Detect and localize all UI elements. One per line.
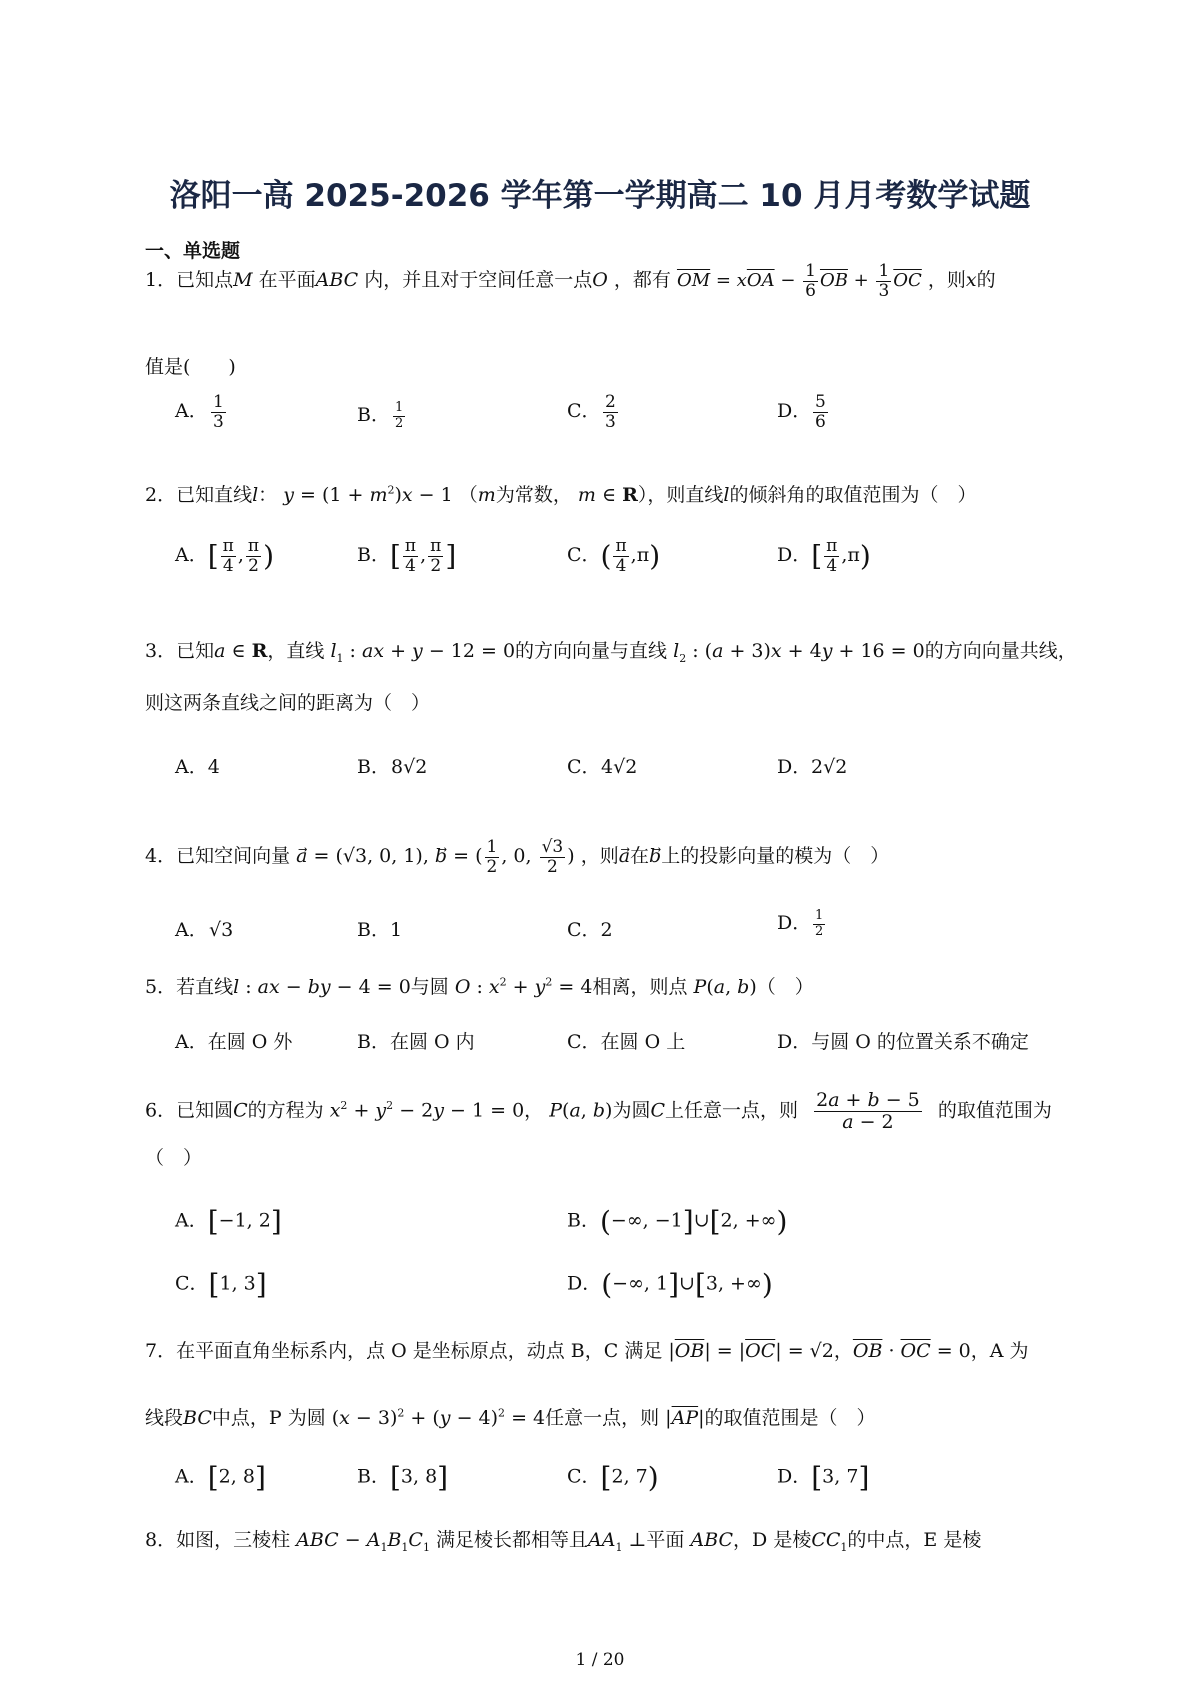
q6-option-c[interactable]: C．[1, 3] — [175, 1268, 267, 1301]
q5-option-c[interactable]: C．在圆 O 上 — [567, 1031, 686, 1053]
q5-option-d[interactable]: D．与圆 O 的位置关系不确定 — [777, 1031, 1029, 1053]
question-5: 5．若直线l : ax − by − 4 = 0与圆 O : $x^2 + y^2 = 4$相离，则点 P(a, b)（ ） — [145, 975, 814, 998]
q5-option-a[interactable]: A．在圆 O 外 — [175, 1031, 293, 1053]
q2-option-d[interactable]: D．[ $\frac{\pi}{4}$ ,π) — [777, 536, 871, 576]
question-4: 4．已知空间向量 a⃗ = (√3, 0, 1), b⃗ = ( $\frac{1}{2}$ , 0, $\frac{√3}{2}$ ) ，则a在b上的投影向量的模为（ ） — [145, 837, 890, 877]
q7-option-c[interactable]: C．[2, 7) — [567, 1461, 659, 1494]
q4-option-a[interactable]: A．√3 — [175, 919, 234, 941]
question-1: 1．已知点M 在平面ABC 内，并且对于空间任意一点O ，都有 $\overline{OM} = x\overline{OA}$ − $\frac{1}{6}$ $\overline{OB}$ + $\frac{1}{3}$ $\overline{OC}$ ，则x的 — [145, 261, 996, 301]
q3-option-b[interactable]: B．8√2 — [357, 756, 428, 778]
q1-option-b[interactable]: B． $\frac{1}{2}$ — [357, 400, 404, 431]
q6-option-d[interactable]: D．(−∞, 1]∪[3, +∞) — [567, 1268, 773, 1301]
q3-option-a[interactable]: A．4 — [175, 756, 220, 778]
q1-option-a[interactable]: A． $\frac{1}{3}$ — [175, 392, 224, 432]
q4-option-c[interactable]: C．2 — [567, 919, 613, 941]
page-number: 1 / 20 — [575, 1650, 625, 1670]
question-1-cont: 值是( ) — [145, 356, 236, 378]
q2-option-a[interactable]: A．[ $\frac{\pi}{4}$ , $\frac{\pi}{2}$ ) — [175, 536, 275, 576]
question-7: 7．在平面直角坐标系内，点 O 是坐标原点，动点 B，C 满足 $|\overline{OB}| = |\overline{OC}| = √2$，$\overline{OB} \cdot \overline{OC} = 0$，A 为 — [145, 1340, 1029, 1362]
section-heading: 一、单选题 — [145, 240, 241, 262]
q3-option-d[interactable]: D．2√2 — [777, 756, 848, 778]
q5-option-b[interactable]: B．在圆 O 内 — [357, 1031, 475, 1053]
q6-option-a[interactable]: A．[−1, 2] — [175, 1205, 282, 1238]
question-6-cont: （ ） — [145, 1147, 203, 1169]
q3-option-c[interactable]: C．4√2 — [567, 756, 638, 778]
q1-option-c[interactable]: C． $\frac{2}{3}$ — [567, 392, 616, 432]
question-6: 6．已知圆C的方程为 $x^2 + y^2 - 2y - 1 = 0$， P(a, b)为圆C上任意一点，则 $\frac{2a + b - 5}{a - 2}$ 的取值范围为 — [145, 1089, 1052, 1133]
question-3-cont: 则这两条直线之间的距离为（ ） — [145, 692, 431, 714]
q4-option-d[interactable]: D． $\frac{1}{2}$ — [777, 908, 824, 939]
question-3: 3．已知a ∈ R，直线 $l_1$ : ax + y − 12 = 0的方向向量与直线 $l_2$ : (a + 3)x + 4y + 16 = 0的方向向量共线， — [145, 640, 1077, 665]
question-7-cont: 线段BC中点，P 为圆 $(x - 3)^2 + (y - 4)^2 = 4$任意一点，则 $|\overline{AP}|$的取值范围是（ ） — [145, 1406, 876, 1429]
q2-option-b[interactable]: B．[ $\frac{\pi}{4}$ , $\frac{\pi}{2}$ ] — [357, 536, 457, 576]
question-2: 2．已知直线l： $y = (1 + m^2)x - 1$ （m为常数， m ∈ R），则直线l的倾斜角的取值范围为（ ） — [145, 483, 977, 506]
page-title: 洛阳一高 2025-2026 学年第一学期高二 10 月月考数学试题 — [169, 178, 1031, 214]
q7-option-a[interactable]: A．[2, 8] — [175, 1461, 266, 1494]
q2-option-c[interactable]: C．( $\frac{\pi}{4}$ ,π) — [567, 536, 661, 576]
q4-option-b[interactable]: B．1 — [357, 919, 403, 941]
q1-option-d[interactable]: D． $\frac{5}{6}$ — [777, 392, 826, 432]
q6-option-b[interactable]: B．(−∞, −1]∪[2, +∞) — [567, 1205, 788, 1238]
q7-option-d[interactable]: D．[3, 7] — [777, 1461, 870, 1494]
question-8: 8．如图，三棱柱 ABC − $A_1B_1C_1$ 满足棱长都相等且$AA_1$ ⊥平面 ABC，D 是棱$CC_1$的中点，E 是棱 — [145, 1529, 982, 1554]
q7-option-b[interactable]: B．[3, 8] — [357, 1461, 449, 1494]
